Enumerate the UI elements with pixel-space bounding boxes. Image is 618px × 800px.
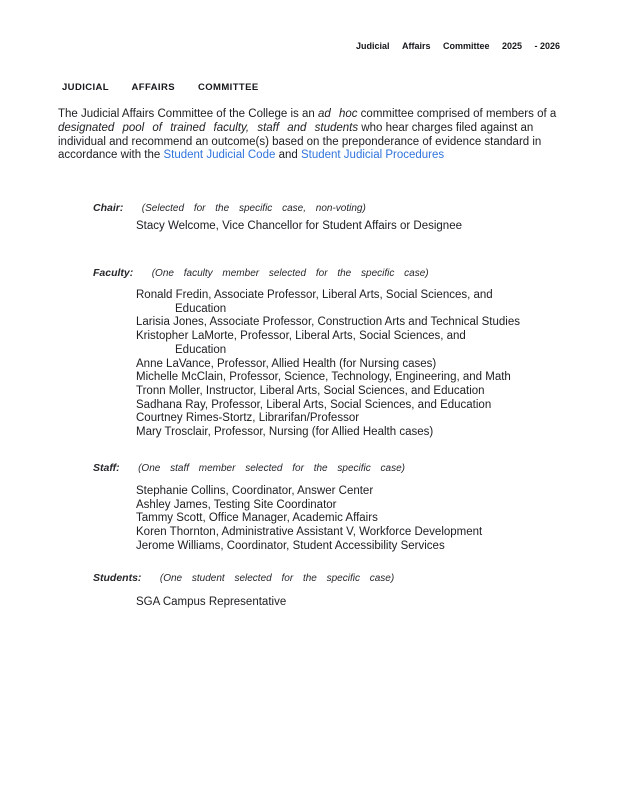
- intro-italic-ad-hoc: ad hoc: [317, 108, 358, 120]
- faculty-note: (One faculty member selected for the specific case): [151, 268, 429, 279]
- intro-text: who hear charges filed against an individual and recommend an outcome(s) based on the preponderance of evidence standard in accordance with the: [58, 121, 542, 162]
- section-staff: [93, 458, 405, 476]
- section-students: [93, 568, 394, 586]
- staff-note: (One staff member selected for the specific case): [138, 463, 405, 474]
- intro-italic-pool: designated pool of trained faculty, staff and students: [58, 121, 359, 134]
- faculty-member: Courtney Rimes-Stortz, Librarifan/Professor: [136, 412, 360, 425]
- faculty-member: Michelle McClain, Professor, Science, Technology, Engineering, and Math: [136, 371, 511, 384]
- chair-member: Stacy Welcome, Vice Chancellor for Student Affairs or Designee: [136, 220, 462, 232]
- section-faculty: [93, 263, 429, 281]
- faculty-member-continuation: Education: [175, 302, 227, 315]
- staff-member: Tammy Scott, Office Manager, Academic Affairs: [136, 512, 378, 525]
- intro-text: The Judicial Affairs Committee of the College is an: [58, 108, 318, 120]
- staff-member-list: [136, 485, 482, 554]
- chair-member-list: [136, 220, 462, 234]
- faculty-member: Tronn Moller, Instructor, Liberal Arts, Social Sciences, and Education: [136, 384, 485, 397]
- faculty-member: Sadhana Ray, Professor, Liberal Arts, Social Sciences, and Education: [136, 398, 492, 411]
- staff-member: Jerome Williams, Coordinator, Student Accessibility Services: [136, 539, 445, 552]
- link-student-judicial-code[interactable]: Student Judicial Code: [163, 149, 276, 162]
- faculty-label: Faculty:: [93, 267, 134, 279]
- intro-text: committee comprised of members of a: [357, 108, 557, 120]
- chair-label: Chair:: [93, 202, 124, 214]
- faculty-member-continuation: Education: [175, 343, 227, 356]
- intro-paragraph: [58, 108, 578, 163]
- running-header: [356, 41, 560, 51]
- faculty-member-list: [136, 289, 520, 440]
- link-student-judicial-procedures[interactable]: Student Judicial Procedures: [300, 149, 445, 162]
- running-header-word: Judicial: [356, 41, 390, 51]
- staff-member: Koren Thornton, Administrative Assistant V, Workforce Development: [136, 526, 483, 539]
- running-header-word: - 2026: [534, 41, 560, 51]
- students-member: SGA Campus Representative: [136, 596, 287, 608]
- chair-note: (Selected for the specific case, non-voting): [141, 203, 366, 214]
- running-header-word: Committee: [442, 41, 490, 51]
- staff-member: Ashley James, Testing Site Coordinator: [136, 498, 337, 511]
- section-chair: [93, 198, 366, 216]
- students-member-list: [136, 596, 286, 610]
- running-header-word: 2025: [501, 41, 522, 51]
- page-title: JUDICIAL AFFAIRS COMMITTEE: [62, 82, 259, 93]
- students-note: (One student selected for the specific case): [159, 573, 395, 584]
- running-header-word: Affairs: [401, 41, 431, 51]
- faculty-member: Larisia Jones, Associate Professor, Construction Arts and Technical Studies: [136, 316, 520, 329]
- intro-text: and: [275, 149, 301, 162]
- faculty-member: Mary Trosclair, Professor, Nursing (for Allied Health cases): [136, 426, 434, 439]
- faculty-member: Ronald Fredin, Associate Professor, Liberal Arts, Social Sciences, and: [136, 289, 493, 301]
- staff-label: Staff:: [93, 462, 120, 474]
- students-label: Students:: [93, 572, 142, 584]
- faculty-member: Anne LaVance, Professor, Allied Health (for Nursing cases): [136, 357, 437, 370]
- faculty-member: Kristopher LaMorte, Professor, Liberal Arts, Social Sciences, and: [136, 330, 466, 343]
- staff-member: Stephanie Collins, Coordinator, Answer Center: [136, 485, 374, 497]
